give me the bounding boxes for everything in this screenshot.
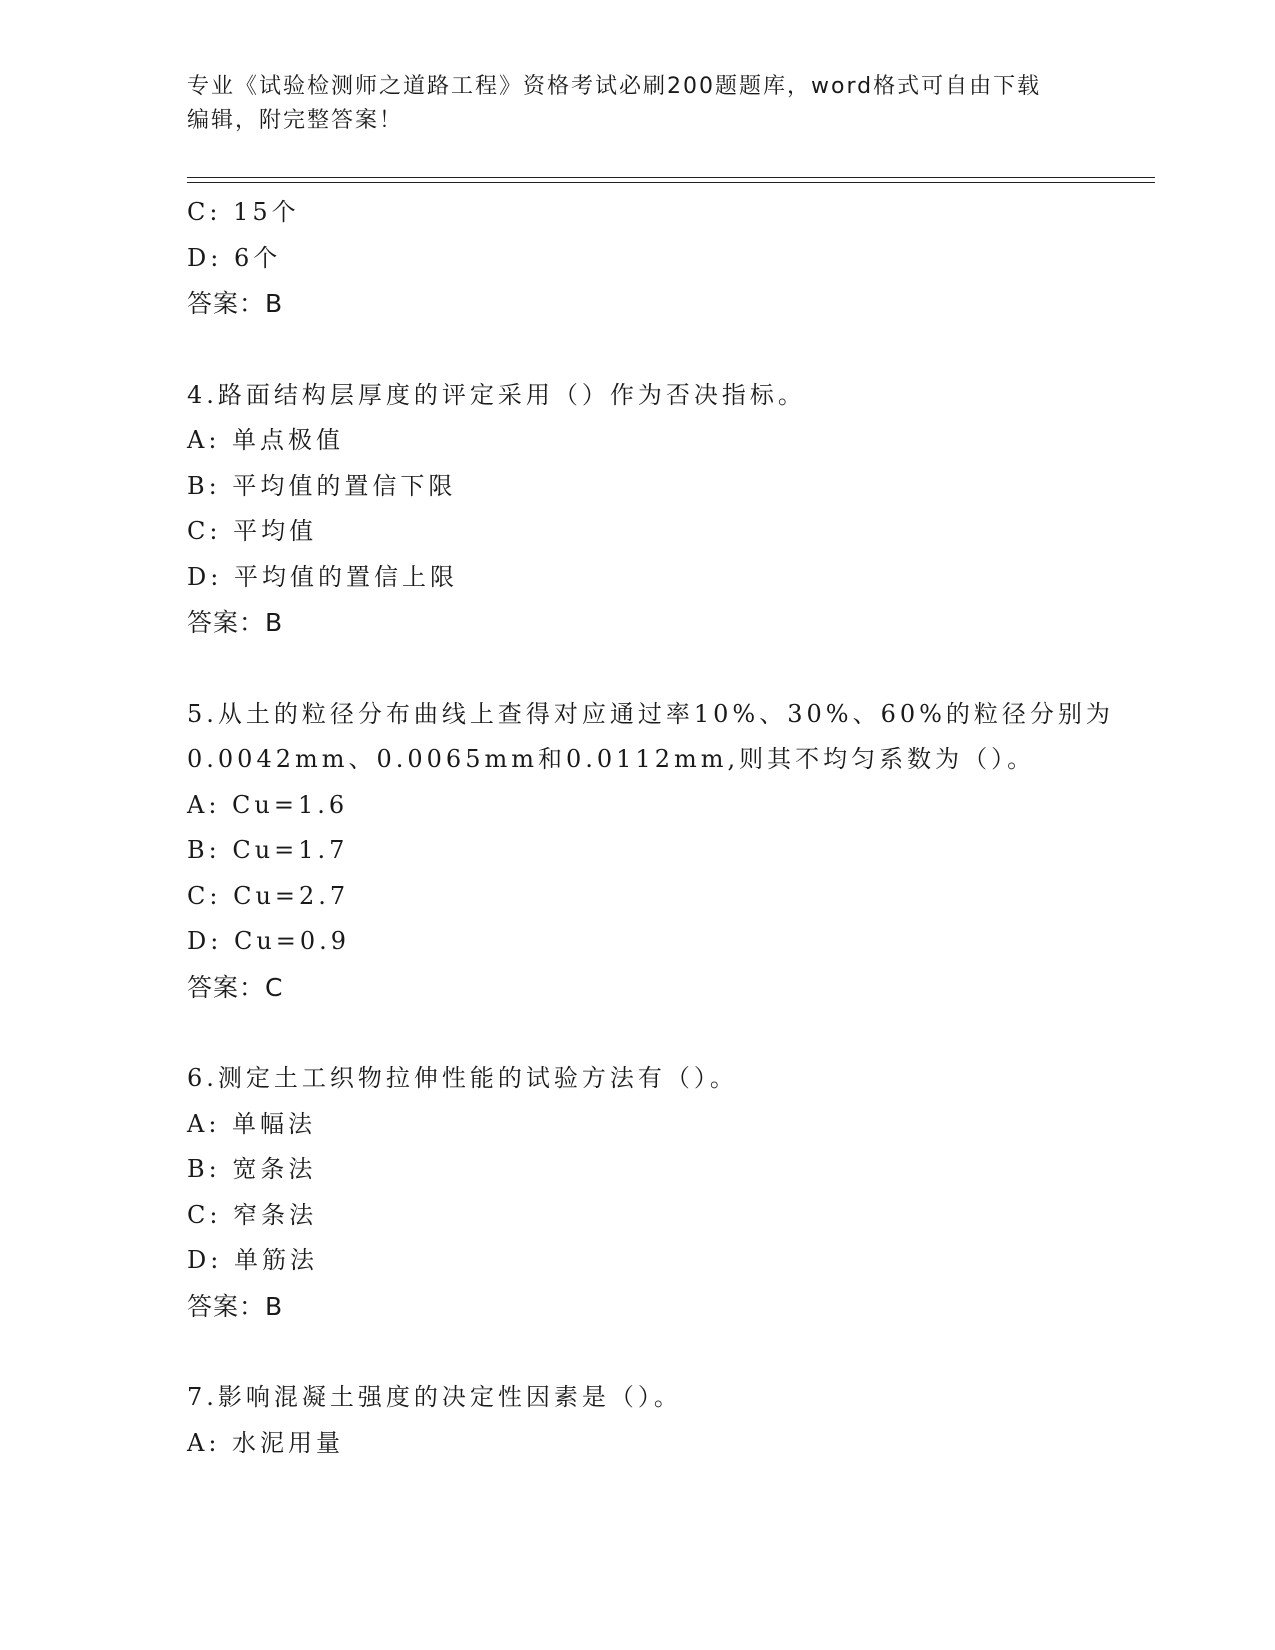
header-title-line-2: 编辑，附完整答案！ [187, 108, 404, 133]
option-line: D: Cu=0.9 [187, 927, 351, 955]
option-line: A: 水泥用量 [187, 1428, 345, 1457]
question-text: 7.影响混凝土强度的决定性因素是（）。 [187, 1383, 682, 1411]
answer-line: 答案：B [187, 1291, 284, 1321]
answer-line: 答案：B [187, 289, 284, 318]
option-line: C: 15个 [187, 198, 300, 226]
question-block [187, 692, 1155, 1011]
question-text-continued: 0.0042mm、0.0065mm和0.0112mm,则其不均匀系数为（）。 [187, 745, 1036, 773]
option-line: A: 单幅法 [187, 1109, 317, 1138]
option-line: A: 单点极值 [187, 426, 345, 454]
question-text: 5.从土的粒径分布曲线上查得对应通过率10%、30%、60%的粒径分别为 [187, 699, 1114, 728]
option-line: D: 平均值的置信上限 [187, 562, 458, 591]
option-line: C: 平均值 [187, 517, 318, 545]
answer-line: 答案：B [187, 608, 284, 637]
option-line: D: 6个 [187, 243, 282, 272]
header-divider [187, 177, 1155, 183]
question-text: 4.路面结构层厚度的评定采用（）作为否决指标。 [187, 380, 806, 409]
document-header [187, 70, 1087, 138]
answer-line: 答案：C [187, 972, 284, 1002]
question-block [187, 1375, 1155, 1466]
header-title-line: 专业《试验检测师之道路工程》资格考试必刷200题题库，word格式可自由下载 [187, 74, 1042, 99]
option-line: C: 窄条法 [187, 1200, 318, 1229]
question-list [187, 190, 1155, 1466]
option-line: A: Cu=1.6 [187, 790, 349, 819]
option-line: D: 单筋法 [187, 1246, 318, 1274]
option-line: B: Cu=1.7 [187, 836, 349, 864]
option-line: B: 平均值的置信下限 [187, 471, 457, 500]
question-text: 6.测定土工织物拉伸性能的试验方法有（）。 [187, 1064, 738, 1092]
question-block [187, 373, 1155, 646]
option-line: C: Cu=2.7 [187, 881, 350, 910]
option-line: B: 宽条法 [187, 1155, 317, 1183]
question-block [187, 1056, 1155, 1329]
question-block [187, 190, 1155, 327]
